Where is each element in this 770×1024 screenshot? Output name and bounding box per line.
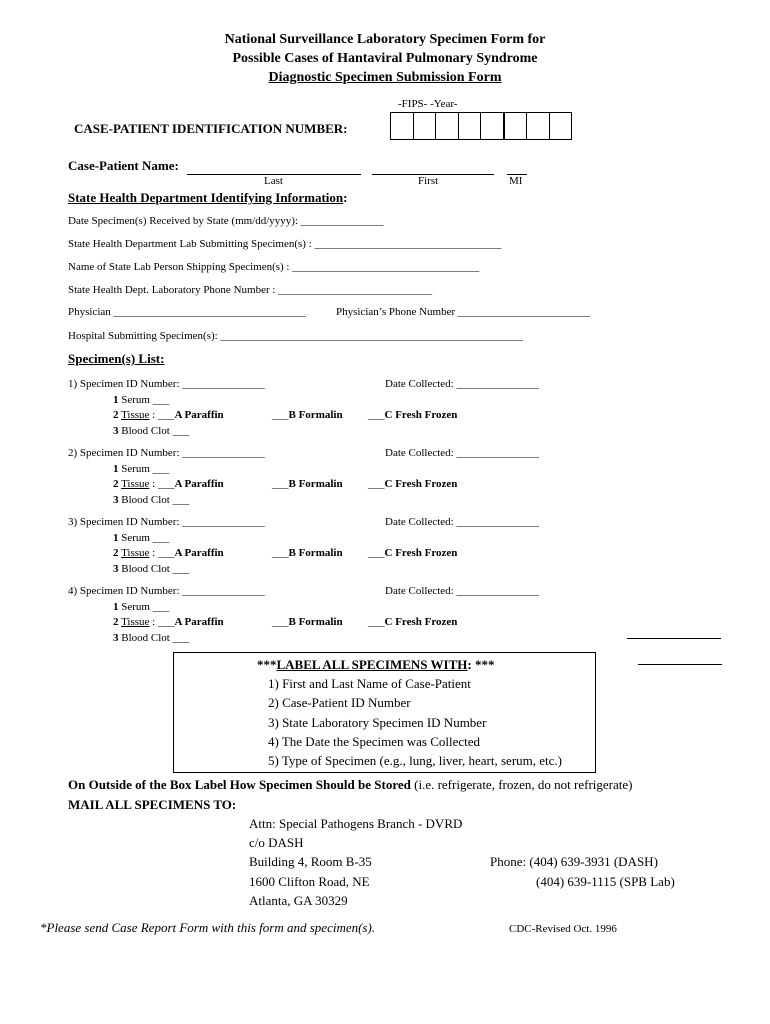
date-received-field[interactable]: Date Specimen(s) Received by State (mm/dd/yyyy): _______________ (68, 215, 384, 227)
physician-phone-field[interactable]: Physician’s Phone Number ________________________ (336, 306, 590, 318)
fips-year-label: -FIPS- -Year- (398, 98, 458, 110)
serum-number: 1 (113, 601, 119, 613)
specimen-1-id[interactable]: 1) Specimen ID Number: _______________ (68, 378, 265, 390)
case-id-digit[interactable] (436, 113, 459, 139)
formalin-blank: ___ (272, 616, 289, 628)
frozen-blank: ___ (368, 547, 385, 559)
specimen-4-frozen[interactable] (368, 616, 457, 628)
specimen-3-id[interactable]: 3) Specimen ID Number: _______________ (68, 516, 265, 528)
specimen-2-date[interactable]: Date Collected: _______________ (385, 447, 539, 459)
specimen-4-date[interactable]: Date Collected: _______________ (385, 585, 539, 597)
case-id-boxes[interactable] (390, 112, 572, 140)
case-id-digit[interactable] (527, 113, 550, 139)
specimen-2-frozen[interactable] (368, 478, 457, 490)
specimen-4-serum[interactable] (113, 601, 169, 613)
tissue-blank: : ___ (149, 547, 175, 559)
blood-number: 3 (113, 425, 119, 437)
specimen-4-tissue[interactable] (113, 616, 224, 628)
tissue-number: 2 (113, 547, 119, 559)
label-heading-prefix: *** (257, 657, 277, 672)
tissue-label: Tissue (121, 409, 150, 421)
paraffin-option: A Paraffin (174, 547, 224, 559)
tissue-label: Tissue (121, 616, 150, 628)
specimen-1-frozen[interactable] (368, 409, 457, 421)
physician-field[interactable]: Physician ___________________________________ (68, 306, 307, 318)
storage-instruction (68, 777, 632, 793)
specimen-2-serum[interactable] (113, 463, 169, 475)
formalin-blank: ___ (272, 409, 289, 421)
address-line: 1600 Clifton Road, NE (249, 874, 370, 889)
formalin-option: B Formalin (288, 478, 343, 490)
label-item: 4) The Date the Specimen was Collected (268, 734, 481, 749)
formalin-blank: ___ (272, 547, 289, 559)
specimen-4-formalin[interactable] (272, 616, 343, 628)
form-title-line2: Possible Cases of Hantaviral Pulmonary Syndrome (232, 51, 538, 66)
mail-heading: MAIL ALL SPECIMENS TO: (68, 797, 237, 812)
serum-number: 1 (113, 463, 119, 475)
phone-dash: Phone: (404) 639-3931 (DASH) (490, 854, 658, 869)
specimen-4-id[interactable]: 4) Specimen ID Number: _______________ (68, 585, 265, 597)
serum-label: Serum ___ (121, 601, 170, 613)
blood-label: Blood Clot ___ (121, 494, 190, 506)
case-id-digit[interactable] (505, 113, 528, 139)
specimen-1-date[interactable]: Date Collected: _______________ (385, 378, 539, 390)
paraffin-option: A Paraffin (174, 616, 224, 628)
case-id-digit[interactable] (481, 113, 505, 139)
tissue-number: 2 (113, 478, 119, 490)
formalin-option: B Formalin (288, 616, 343, 628)
formalin-option: B Formalin (288, 547, 343, 559)
tissue-label: Tissue (121, 478, 150, 490)
paraffin-option: A Paraffin (174, 409, 224, 421)
hospital-field[interactable]: Hospital Submitting Specimen(s): _______________________________________________________ (68, 330, 523, 342)
specimen-1-tissue[interactable] (113, 409, 224, 421)
label-heading-text: LABEL ALL SPECIMENS WITH (276, 657, 468, 672)
serum-number: 1 (113, 394, 119, 406)
tissue-number: 2 (113, 409, 119, 421)
specimen-3-date[interactable]: Date Collected: _______________ (385, 516, 539, 528)
first-caption: First (418, 175, 439, 187)
frozen-blank: ___ (368, 409, 385, 421)
label-item: 1) First and Last Name of Case-Patient (268, 676, 471, 691)
last-caption: Last (264, 175, 283, 187)
blood-number: 3 (113, 563, 119, 575)
state-info-heading-text: State Health Department Identifying Information (68, 190, 344, 205)
blood-number: 3 (113, 632, 119, 644)
frozen-option: C Fresh Frozen (384, 547, 458, 559)
specimens-heading: Specimen(s) List: (68, 351, 165, 366)
specimen-1-formalin[interactable] (272, 409, 343, 421)
frozen-blank: ___ (368, 478, 385, 490)
serum-label: Serum ___ (121, 394, 170, 406)
specimen-2-tissue[interactable] (113, 478, 224, 490)
paraffin-option: A Paraffin (174, 478, 224, 490)
label-item: 2) Case-Patient ID Number (268, 695, 411, 710)
serum-number: 1 (113, 532, 119, 544)
margin-rule (627, 638, 721, 639)
blood-label: Blood Clot ___ (121, 632, 190, 644)
case-id-digit[interactable] (550, 113, 572, 139)
form-title-line1: National Surveillance Laboratory Specimen Form for (224, 32, 546, 47)
form-title-line3: Diagnostic Specimen Submission Form (268, 70, 502, 85)
frozen-option: C Fresh Frozen (384, 478, 458, 490)
revision-label: CDC-Revised Oct. 1996 (509, 923, 617, 935)
address-line: Attn: Special Pathogens Branch - DVRD (249, 816, 463, 831)
blood-label: Blood Clot ___ (121, 425, 190, 437)
specimen-2-blood[interactable] (113, 494, 189, 506)
mi-caption: MI (509, 175, 523, 187)
address-line: Atlanta, GA 30329 (249, 893, 348, 908)
storage-normal: (i.e. refrigerate, frozen, do not refrigerate) (410, 777, 633, 792)
case-id-digit[interactable] (459, 113, 482, 139)
specimen-2-id[interactable]: 2) Specimen ID Number: _______________ (68, 447, 265, 459)
address-line: Building 4, Room B-35 (249, 854, 372, 869)
label-heading-suffix: : *** (467, 657, 495, 672)
specimen-4-blood[interactable] (113, 632, 189, 644)
blood-number: 3 (113, 494, 119, 506)
formalin-blank: ___ (272, 478, 289, 490)
tissue-blank: : ___ (149, 616, 175, 628)
storage-bold: On Outside of the Box Label How Specimen Should be Stored (68, 777, 411, 792)
serum-label: Serum ___ (121, 463, 170, 475)
lab-submitting-field[interactable]: State Health Department Lab Submitting Specimen(s) : __________________________________ (68, 238, 502, 250)
state-info-heading (68, 190, 348, 206)
phone-spb-lab: (404) 639-1115 (SPB Lab) (536, 874, 675, 889)
specimen-3-serum[interactable] (113, 532, 169, 544)
specimen-1-blood[interactable] (113, 425, 189, 437)
label-box-heading (257, 657, 494, 673)
label-item: 3) State Laboratory Specimen ID Number (268, 715, 487, 730)
case-id-label: CASE-PATIENT IDENTIFICATION NUMBER: (74, 121, 348, 136)
lab-phone-field[interactable]: State Health Dept. Laboratory Phone Number : ____________________________ (68, 284, 433, 296)
specimen-2-formalin[interactable] (272, 478, 343, 490)
margin-rule (638, 664, 722, 665)
case-id-digit[interactable] (414, 113, 437, 139)
specimen-3-tissue[interactable] (113, 547, 224, 559)
frozen-blank: ___ (368, 616, 385, 628)
patient-name-label: Case-Patient Name: (68, 158, 179, 173)
tissue-blank: : ___ (149, 478, 175, 490)
case-id-digit[interactable] (391, 113, 414, 139)
specimen-3-frozen[interactable] (368, 547, 457, 559)
frozen-option: C Fresh Frozen (384, 409, 458, 421)
label-item: 5) Type of Specimen (e.g., lung, liver, heart, serum, etc.) (268, 753, 562, 768)
address-line: c/o DASH (249, 835, 304, 850)
specimen-3-formalin[interactable] (272, 547, 343, 559)
specimen-1-serum[interactable] (113, 394, 169, 406)
formalin-option: B Formalin (288, 409, 343, 421)
blood-label: Blood Clot ___ (121, 563, 190, 575)
specimen-3-blood[interactable] (113, 563, 189, 575)
tissue-blank: : ___ (149, 409, 175, 421)
frozen-option: C Fresh Frozen (384, 616, 458, 628)
footer-note: *Please send Case Report Form with this form and specimen(s). (40, 920, 376, 935)
tissue-number: 2 (113, 616, 119, 628)
person-shipping-field[interactable]: Name of State Lab Person Shipping Specimen(s) : __________________________________ (68, 261, 480, 273)
state-info-heading-colon: : (343, 190, 348, 205)
tissue-label: Tissue (121, 547, 150, 559)
serum-label: Serum ___ (121, 532, 170, 544)
